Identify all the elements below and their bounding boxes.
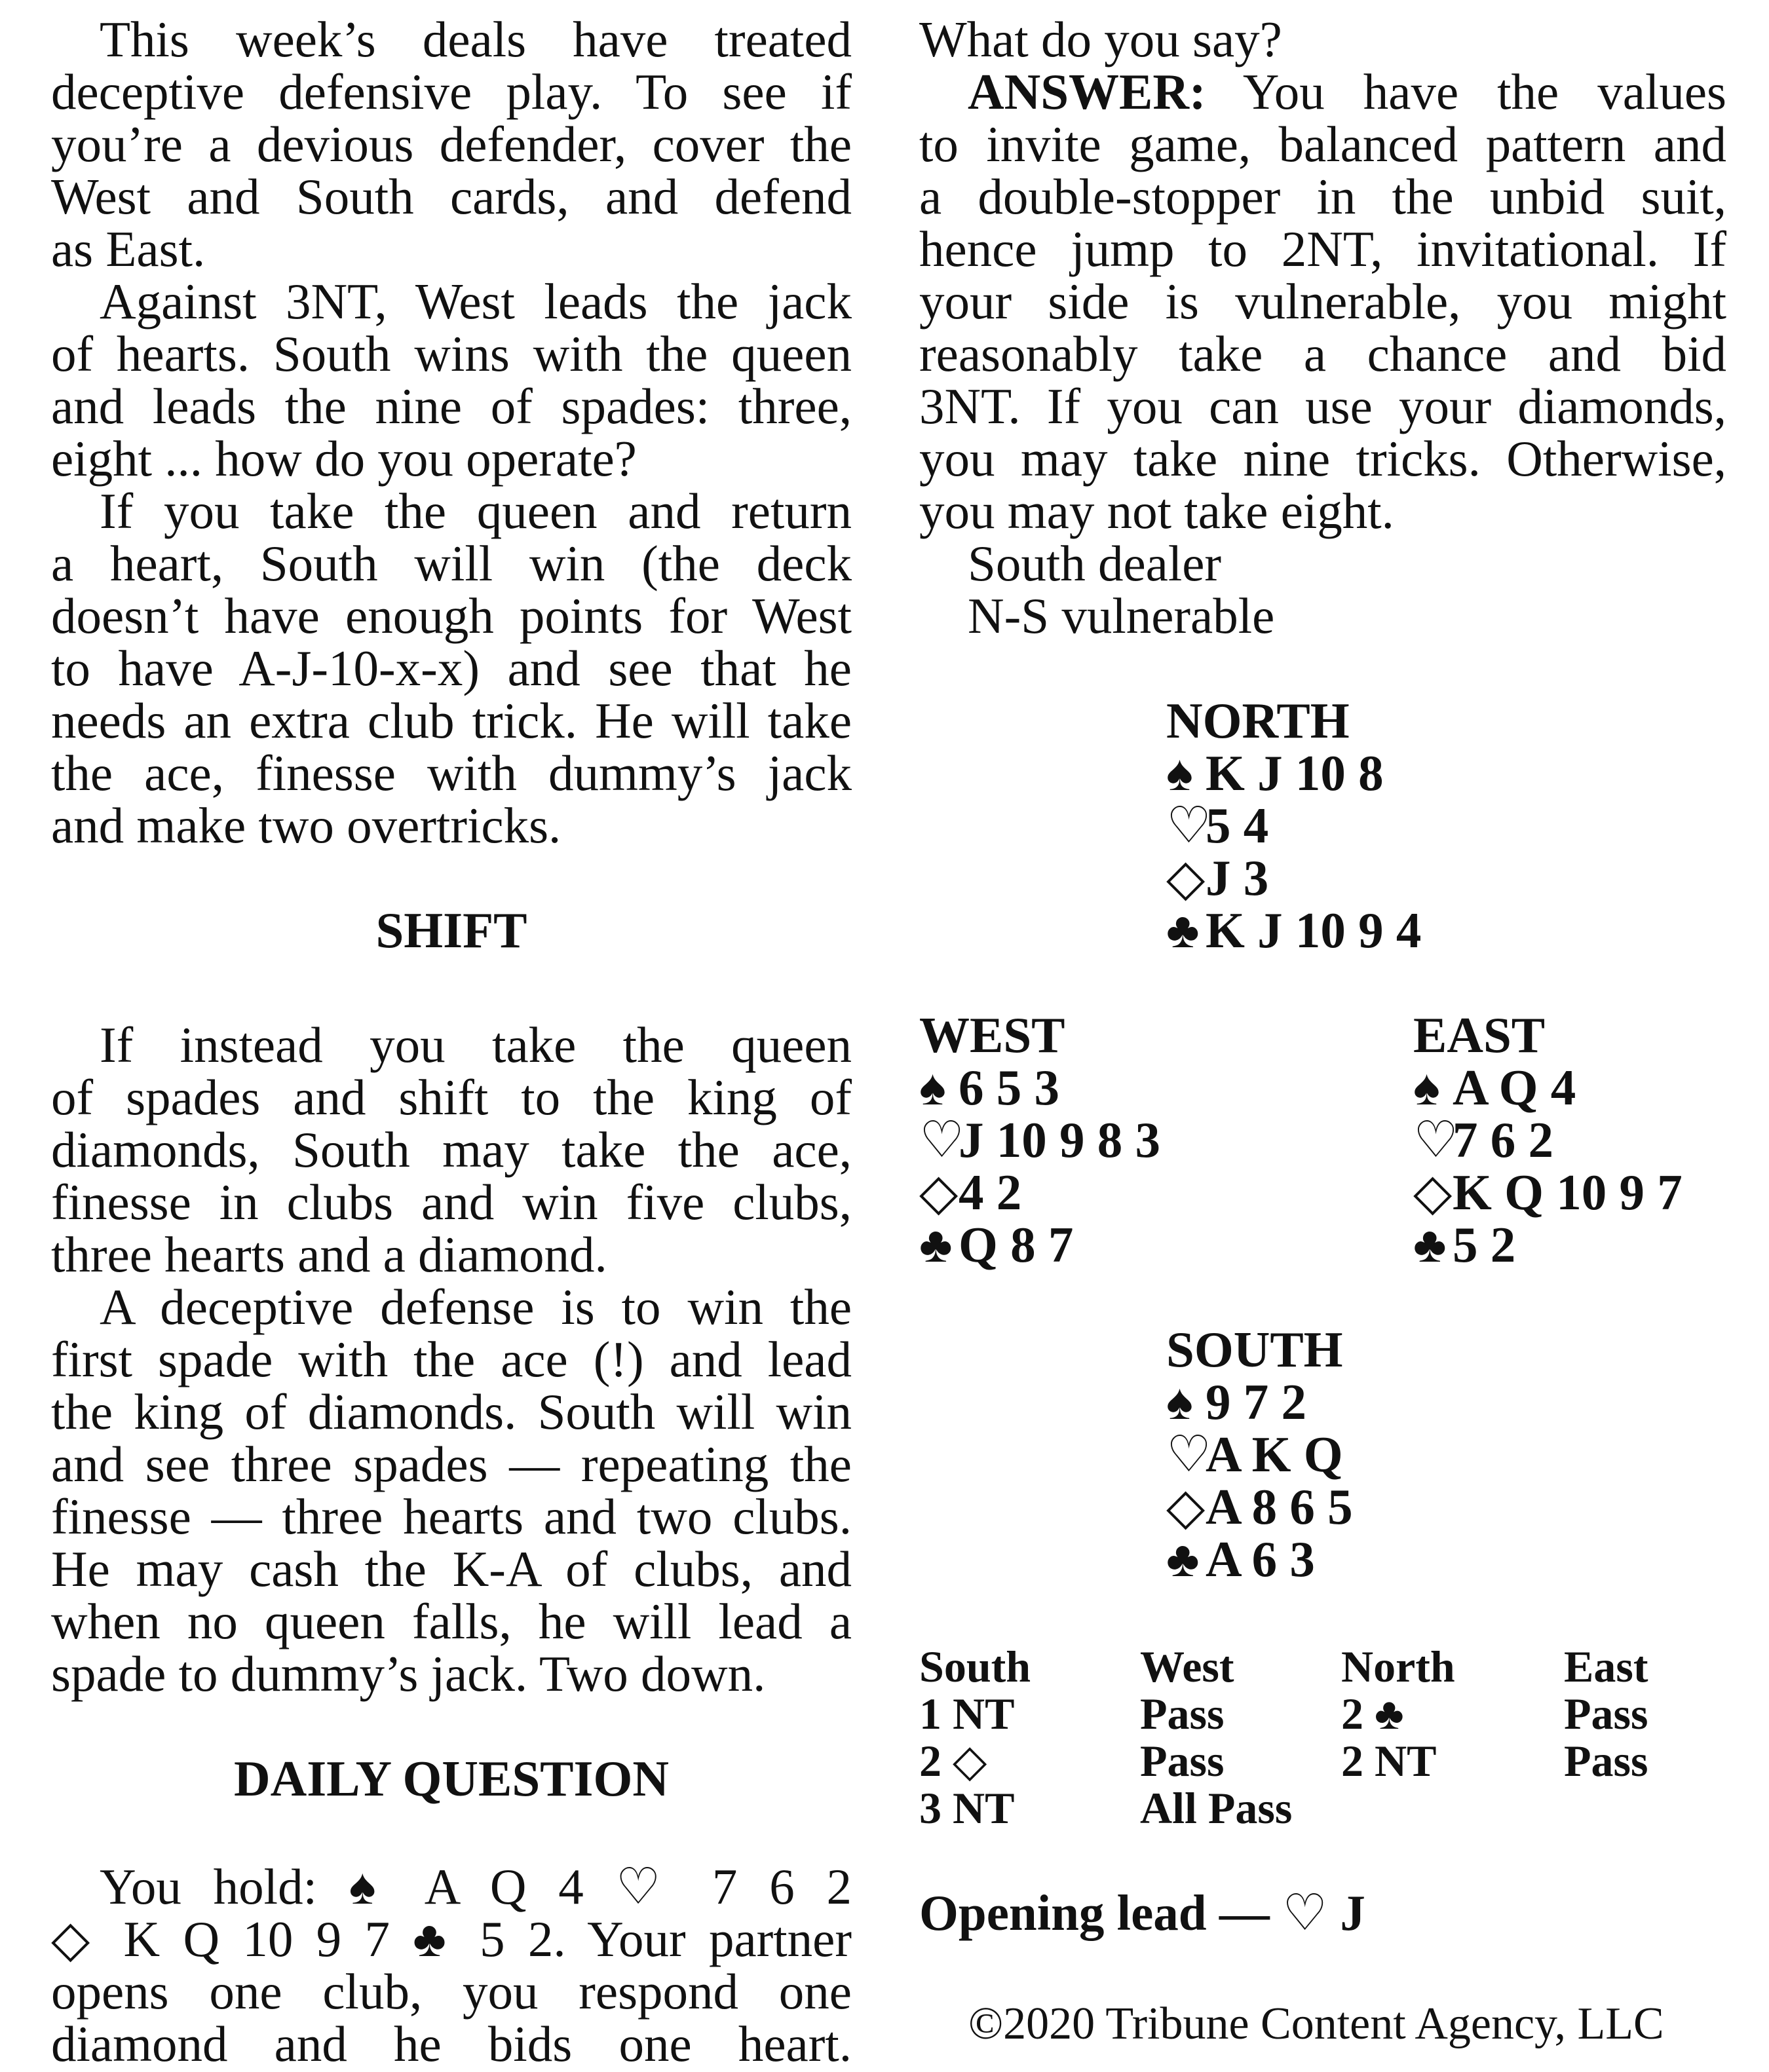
text-line: 3NT. If you can use your diamonds, [919, 378, 1726, 434]
hand-label: WEST [919, 1007, 1065, 1063]
auction-bid: 2 ◇ [919, 1736, 987, 1786]
hand-label: SOUTH [1166, 1321, 1343, 1378]
spades-holding: ♠ A Q 4 [1413, 1059, 1576, 1116]
text-line: when no queen falls, he will lead a [51, 1593, 852, 1649]
auction-bid [1564, 1784, 1648, 1832]
hand-label: NORTH [1166, 692, 1350, 749]
text-line: you’re a devious defender, cover the [51, 116, 852, 172]
auction-bid: 2 NT [1341, 1736, 1437, 1786]
auction-bid [1341, 1784, 1455, 1832]
diamonds-holding: ◇J 3 [1166, 850, 1269, 906]
auction-bid: 1 NT [919, 1689, 1015, 1739]
auction-header: South [919, 1642, 1031, 1691]
hearts-holding: ♡7 6 2 [1413, 1112, 1553, 1168]
dealer-line: South dealer [968, 535, 1222, 592]
clubs-holding: ♣ A 6 3 [1166, 1531, 1315, 1587]
text-line: doesn’t have enough points for West [51, 588, 852, 644]
auction-col-west [1140, 1643, 1292, 1832]
text-line: of hearts. South wins with the queen [51, 326, 852, 382]
text-line: diamonds, South may take the ace, [51, 1121, 852, 1178]
text-line: A deceptive defense is to win the [100, 1279, 852, 1335]
text-line: deceptive defensive play. To see if [51, 64, 852, 120]
text-line: hence jump to 2NT, invitational. If [919, 221, 1726, 277]
spade-icon: ♠ [919, 1059, 946, 1116]
text-line: ◇ K Q 10 9 7 ♣ 5 2. Your partner [51, 1911, 852, 1967]
text-line: the king of diamonds. South will win [51, 1384, 852, 1440]
section-heading-shift: SHIFT [375, 902, 527, 958]
text-line: a double-stopper in the unbid suit, [919, 168, 1726, 225]
auction-col-east [1564, 1643, 1648, 1832]
copyright-notice: ©2020 Tribune Content Agency, LLC [968, 1999, 1664, 2049]
text-line: first spade with the ace (!) and lead [51, 1331, 852, 1387]
club-icon: ♣ [1166, 1531, 1200, 1587]
spade-icon: ♠ [1166, 745, 1193, 801]
text-line: of spades and shift to the king of [51, 1069, 852, 1125]
text-line: Against 3NT, West leads the jack [100, 273, 852, 330]
auction-bid: 2 ♣ [1341, 1689, 1404, 1739]
text-line: as East. [51, 221, 206, 277]
diamond-icon: ◇ [1166, 850, 1206, 906]
answer-first-text: You have the values [1242, 64, 1726, 120]
club-icon: ♣ [1166, 902, 1200, 958]
text-line: spade to dummy’s jack. Two down. [51, 1646, 766, 1702]
text-line: If you take the queen and return [100, 483, 852, 539]
text-line: needs an extra club trick. He will take [51, 692, 852, 749]
spades-holding: ♠ 9 7 2 [1166, 1374, 1306, 1430]
opening-lead: Opening lead — ♡ J [919, 1885, 1365, 1941]
section-heading-daily-question: DAILY QUESTION [234, 1750, 669, 1807]
clubs-holding: ♣ K J 10 9 4 [1166, 902, 1422, 958]
auction-header: West [1140, 1642, 1234, 1691]
diamond-icon: ◇ [919, 1164, 959, 1220]
north-hand [1166, 694, 1421, 956]
diamonds-holding: ◇A 8 6 5 [1166, 1479, 1353, 1535]
auction-header: North [1341, 1642, 1455, 1691]
text-line: West and South cards, and defend [51, 168, 852, 225]
spades-holding: ♠ 6 5 3 [919, 1059, 1059, 1116]
text-line: reasonably take a chance and bid [919, 326, 1726, 382]
spade-icon: ♠ [1413, 1059, 1440, 1116]
text-line: three hearts and a diamond. [51, 1226, 607, 1283]
spades-holding: ♠ K J 10 8 [1166, 745, 1384, 801]
text-line: If instead you take the queen [100, 1017, 852, 1073]
heart-icon: ♡ [1166, 1426, 1212, 1482]
south-hand [1166, 1323, 1353, 1585]
text-line: a heart, South will win (the deck [51, 535, 852, 592]
text-line: the ace, finesse with dummy’s jack [51, 745, 852, 801]
diamonds-holding: ◇K Q 10 9 7 [1413, 1164, 1683, 1220]
heart-icon: ♡ [1413, 1112, 1459, 1168]
text-line: and make two overtricks. [51, 797, 561, 854]
answer-first-line [919, 66, 1726, 118]
text-line: to have A-J-10-x-x) and see that he [51, 640, 852, 696]
auction-bid: Pass [1140, 1689, 1225, 1739]
answer-label: ANSWER: [968, 64, 1206, 120]
spade-icon: ♠ [1166, 1374, 1193, 1430]
auction-col-north [1341, 1643, 1455, 1832]
heart-icon: ♡ [919, 1112, 965, 1168]
text-line: What do you say? [919, 11, 1282, 67]
auction-bid: All Pass [1140, 1783, 1293, 1833]
text-line: and see three spades — repeating the [51, 1436, 852, 1492]
auction-header: East [1564, 1642, 1648, 1691]
club-icon: ♣ [1413, 1216, 1447, 1273]
west-hand [919, 1009, 1160, 1271]
hearts-holding: ♡J 10 9 8 3 [919, 1112, 1160, 1168]
clubs-holding: ♣ Q 8 7 [919, 1216, 1074, 1273]
text-line: opens one club, you respond one [51, 1963, 852, 2020]
text-line: you may take nine tricks. Otherwise, [919, 430, 1726, 487]
diamond-icon: ◇ [1166, 1479, 1206, 1535]
hearts-holding: ♡5 4 [1166, 797, 1269, 854]
club-icon: ♣ [919, 1216, 953, 1273]
text-line: finesse in clubs and win five clubs, [51, 1174, 852, 1230]
auction-bid: Pass [1564, 1689, 1648, 1739]
east-hand [1413, 1009, 1683, 1271]
hand-label: EAST [1413, 1007, 1546, 1063]
hearts-holding: ♡A K Q [1166, 1426, 1343, 1482]
auction-bid: Pass [1140, 1736, 1225, 1786]
diamonds-holding: ◇4 2 [919, 1164, 1022, 1220]
clubs-holding: ♣ 5 2 [1413, 1216, 1516, 1273]
text-line: You hold: ♠ A Q 4 ♡ 7 6 2 [100, 1858, 852, 1915]
text-line: and leads the nine of spades: three, [51, 378, 852, 434]
text-line: your side is vulnerable, you might [919, 273, 1726, 330]
diamond-icon: ◇ [1413, 1164, 1453, 1220]
auction-bid: Pass [1564, 1736, 1648, 1786]
text-line: He may cash the K-A of clubs, and [51, 1541, 852, 1597]
auction-col-south [919, 1643, 1031, 1832]
vulnerability-line: N-S vulnerable [968, 588, 1275, 644]
text-line: eight ... how do you operate? [51, 430, 637, 487]
text-line: diamond and he bids one heart. [51, 2016, 852, 2072]
auction-bid: 3 NT [919, 1783, 1015, 1833]
text-line: you may not take eight. [919, 483, 1394, 539]
heart-icon: ♡ [1166, 797, 1212, 854]
text-line: to invite game, balanced pattern and [919, 116, 1726, 172]
text-line: This week’s deals have treated [100, 11, 852, 67]
text-line: finesse — three hearts and two clubs. [51, 1488, 852, 1545]
